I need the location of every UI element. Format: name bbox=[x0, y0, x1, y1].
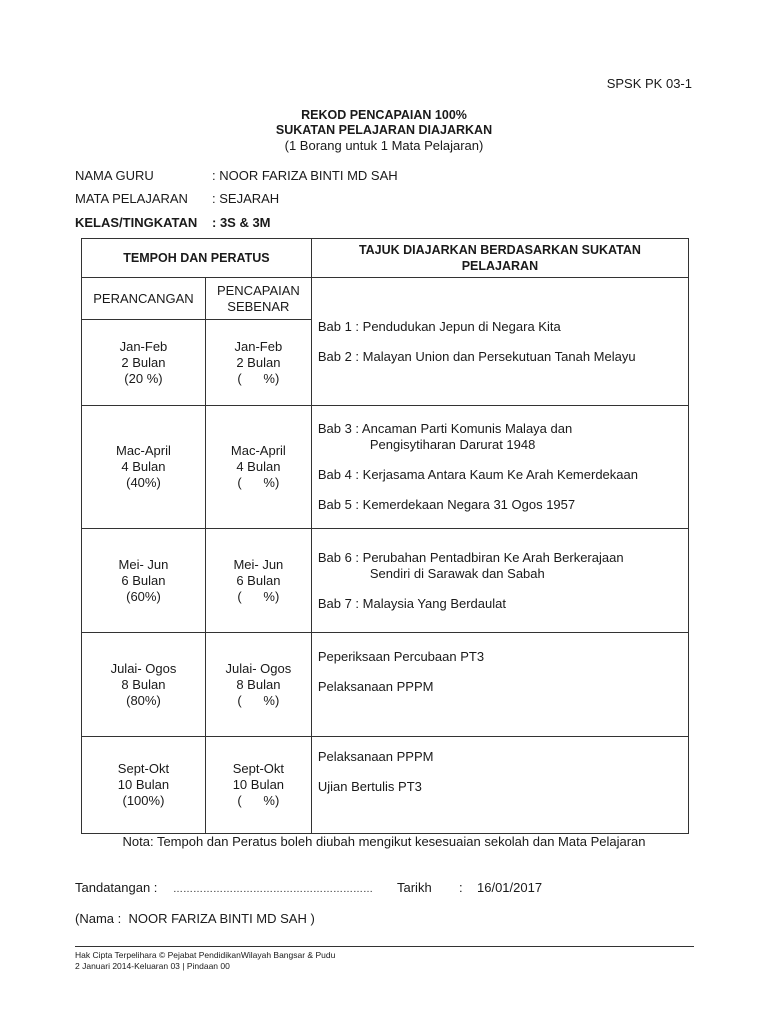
title-line-3: (1 Borang untuk 1 Mata Pelajaran) bbox=[284, 138, 484, 153]
date-label: Tarikh bbox=[397, 880, 432, 895]
document-title bbox=[0, 108, 768, 153]
topics-row-3 bbox=[311, 529, 688, 633]
form-code: SPSK PK 03-1 bbox=[606, 76, 692, 91]
topic: Bab 5 : Kemerdekaan Negara 31 Ogos 1957 bbox=[317, 497, 576, 512]
topics-row-5 bbox=[311, 737, 688, 834]
info-guru bbox=[75, 168, 398, 183]
col-plan: PERANCANGAN bbox=[82, 278, 206, 320]
plan-cell: Jan-Feb 2 Bulan (20 %) bbox=[82, 320, 206, 406]
plan-cell: Mei- Jun 6 Bulan (60%) bbox=[82, 529, 206, 633]
topic: Bab 6 : Perubahan Pentadbiran Ke Arah Berkerajaan Sendiri di Sarawak dan Sabah bbox=[317, 549, 624, 581]
topic: Pelaksanaan PPPM bbox=[317, 679, 434, 694]
plan-cell: Julai- Ogos 8 Bulan (80%) bbox=[82, 633, 206, 737]
topic: Pelaksanaan PPPM bbox=[317, 749, 434, 764]
actual-cell: Mei- Jun 6 Bulan ( %) bbox=[205, 529, 311, 633]
date-value: 16/01/2017 bbox=[477, 880, 543, 895]
footer-divider bbox=[75, 946, 694, 947]
header-topics: TAJUK DIAJARKAN BERDASARKAN SUKATAN PELAJARAN bbox=[311, 239, 688, 278]
title-line-1: REKOD PENCAPAIAN 100% bbox=[301, 108, 467, 122]
title-line-2: SUKATAN PELAJARAN DIAJARKAN bbox=[275, 123, 493, 137]
info-kelas bbox=[75, 215, 271, 230]
topics-row-4 bbox=[311, 633, 688, 737]
topic: Bab 3 : Ancaman Parti Komunis Malaya dan Pengisytiharan Darurat 1948 bbox=[317, 421, 573, 452]
topic: Peperiksaan Percubaan PT3 bbox=[317, 649, 485, 664]
plan-cell: Sept-Okt 10 Bulan (100%) bbox=[82, 737, 206, 834]
date-colon: : bbox=[459, 880, 463, 895]
footer-version: 2 Januari 2014-Keluaran 03 | Pindaan 00 bbox=[75, 961, 230, 971]
topics-row-1 bbox=[311, 278, 688, 406]
topic: Bab 7 : Malaysia Yang Berdaulat bbox=[317, 595, 506, 611]
actual-cell: Mac-April 4 Bulan ( %) bbox=[205, 406, 311, 529]
actual-cell: Jan-Feb 2 Bulan ( %) bbox=[205, 320, 311, 406]
topic: Ujian Bertulis PT3 bbox=[317, 779, 422, 794]
topics-row-2 bbox=[311, 406, 688, 529]
kelas-label: KELAS/TINGKATAN bbox=[75, 215, 198, 230]
signature-line bbox=[75, 880, 542, 895]
footer bbox=[75, 950, 335, 972]
topic: Bab 1 : Pendudukan Jepun di Negara Kita bbox=[317, 318, 561, 334]
mapel-value: : SEJARAH bbox=[212, 191, 280, 206]
header-period: TEMPOH DAN PERATUS bbox=[82, 239, 312, 278]
guru-value: : NOOR FARIZA BINTI MD SAH bbox=[212, 168, 398, 183]
record-table bbox=[81, 238, 689, 834]
col-actual: PENCAPAIAN SEBENAR bbox=[205, 278, 311, 320]
actual-cell: Julai- Ogos 8 Bulan ( %) bbox=[205, 633, 311, 737]
footer-copyright: Hak Cipta Terpelihara © Pejabat PendidikanWilayah Bangsar & Pudu bbox=[75, 950, 336, 960]
signature-label: Tandatangan : bbox=[75, 880, 158, 895]
plan-cell: Mac-April 4 Bulan (40%) bbox=[82, 406, 206, 529]
nota: Nota: Tempoh dan Peratus boleh diubah mengikut kesesuaian sekolah dan Mata Pelajaran bbox=[122, 834, 646, 849]
topic: Bab 2 : Malayan Union dan Persekutuan Tanah Melayu bbox=[317, 348, 636, 364]
kelas-value: : 3S & 3M bbox=[212, 215, 271, 230]
topic: Bab 4 : Kerjasama Antara Kaum Ke Arah Kemerdekaan bbox=[317, 467, 638, 482]
guru-label: NAMA GURU bbox=[75, 168, 154, 183]
actual-cell: Sept-Okt 10 Bulan ( %) bbox=[205, 737, 311, 834]
info-mapel bbox=[75, 191, 279, 206]
signature-dots: …………………………………………………… bbox=[173, 884, 373, 895]
nama-line: (Nama : NOOR FARIZA BINTI MD SAH ) bbox=[75, 911, 315, 926]
mapel-label: MATA PELAJARAN bbox=[75, 191, 188, 206]
